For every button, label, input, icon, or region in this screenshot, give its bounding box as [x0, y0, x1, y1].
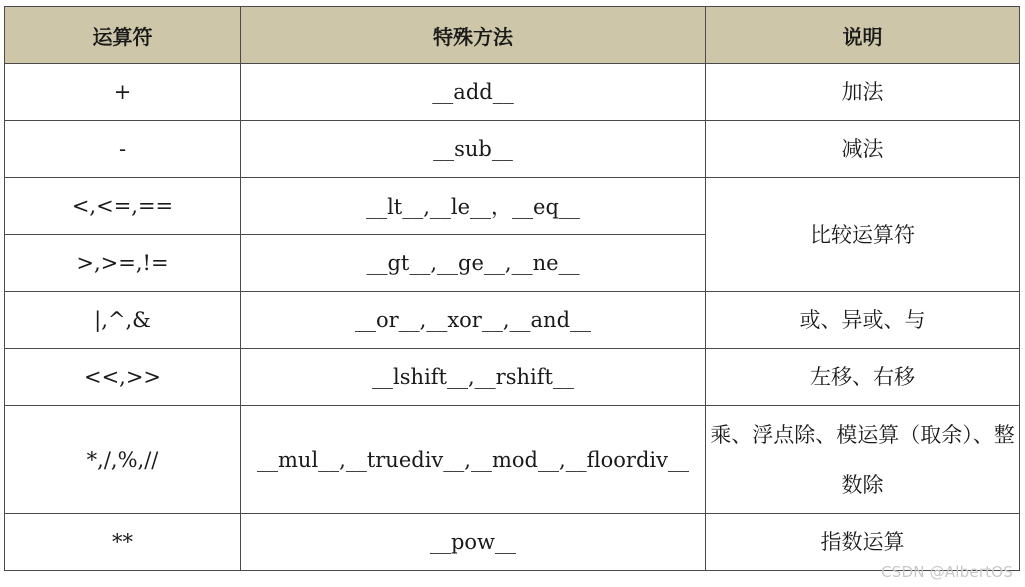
header-special-method: 特殊方法: [241, 7, 706, 64]
operator-cell: -: [5, 121, 241, 178]
header-description: 说明: [706, 7, 1020, 64]
table-row: [5, 178, 1020, 235]
header-row: [5, 7, 1020, 64]
operator-cell: *,/,%,//: [5, 406, 241, 514]
table-row: [5, 349, 1020, 406]
header-operator: 运算符: [5, 7, 241, 64]
method-cell: __lshift__,__rshift__: [241, 349, 706, 406]
operator-cell: +: [5, 64, 241, 121]
table-row: [5, 406, 1020, 514]
table-row: [5, 514, 1020, 571]
operator-table: [4, 6, 1020, 571]
method-cell: __mul__,__truediv__,__mod__,__floordiv__: [241, 406, 706, 514]
description-cell: 比较运算符: [706, 178, 1020, 292]
operator-cell: |,^,&: [5, 292, 241, 349]
operator-cell: <<,>>: [5, 349, 241, 406]
table-row: [5, 121, 1020, 178]
description-cell: 左移、右移: [706, 349, 1020, 406]
method-cell: __pow__: [241, 514, 706, 571]
method-cell: __or__,__xor__,__and__: [241, 292, 706, 349]
table-row: [5, 64, 1020, 121]
method-cell: __add__: [241, 64, 706, 121]
operator-cell: <,<=,==: [5, 178, 241, 235]
operator-cell: **: [5, 514, 241, 571]
operator-cell: >,>=,!=: [5, 235, 241, 292]
method-cell: __sub__: [241, 121, 706, 178]
watermark: CSDN @AlbertOS: [881, 563, 1013, 581]
description-cell: 减法: [706, 121, 1020, 178]
description-cell: 乘、浮点除、模运算（取余）、整数除: [706, 406, 1020, 514]
description-cell: 加法: [706, 64, 1020, 121]
description-cell: 指数运算: [706, 514, 1020, 571]
method-cell: __lt__,__le__，__eq__: [241, 178, 706, 235]
method-cell: __gt__,__ge__,__ne__: [241, 235, 706, 292]
description-cell: 或、异或、与: [706, 292, 1020, 349]
table-row: [5, 292, 1020, 349]
